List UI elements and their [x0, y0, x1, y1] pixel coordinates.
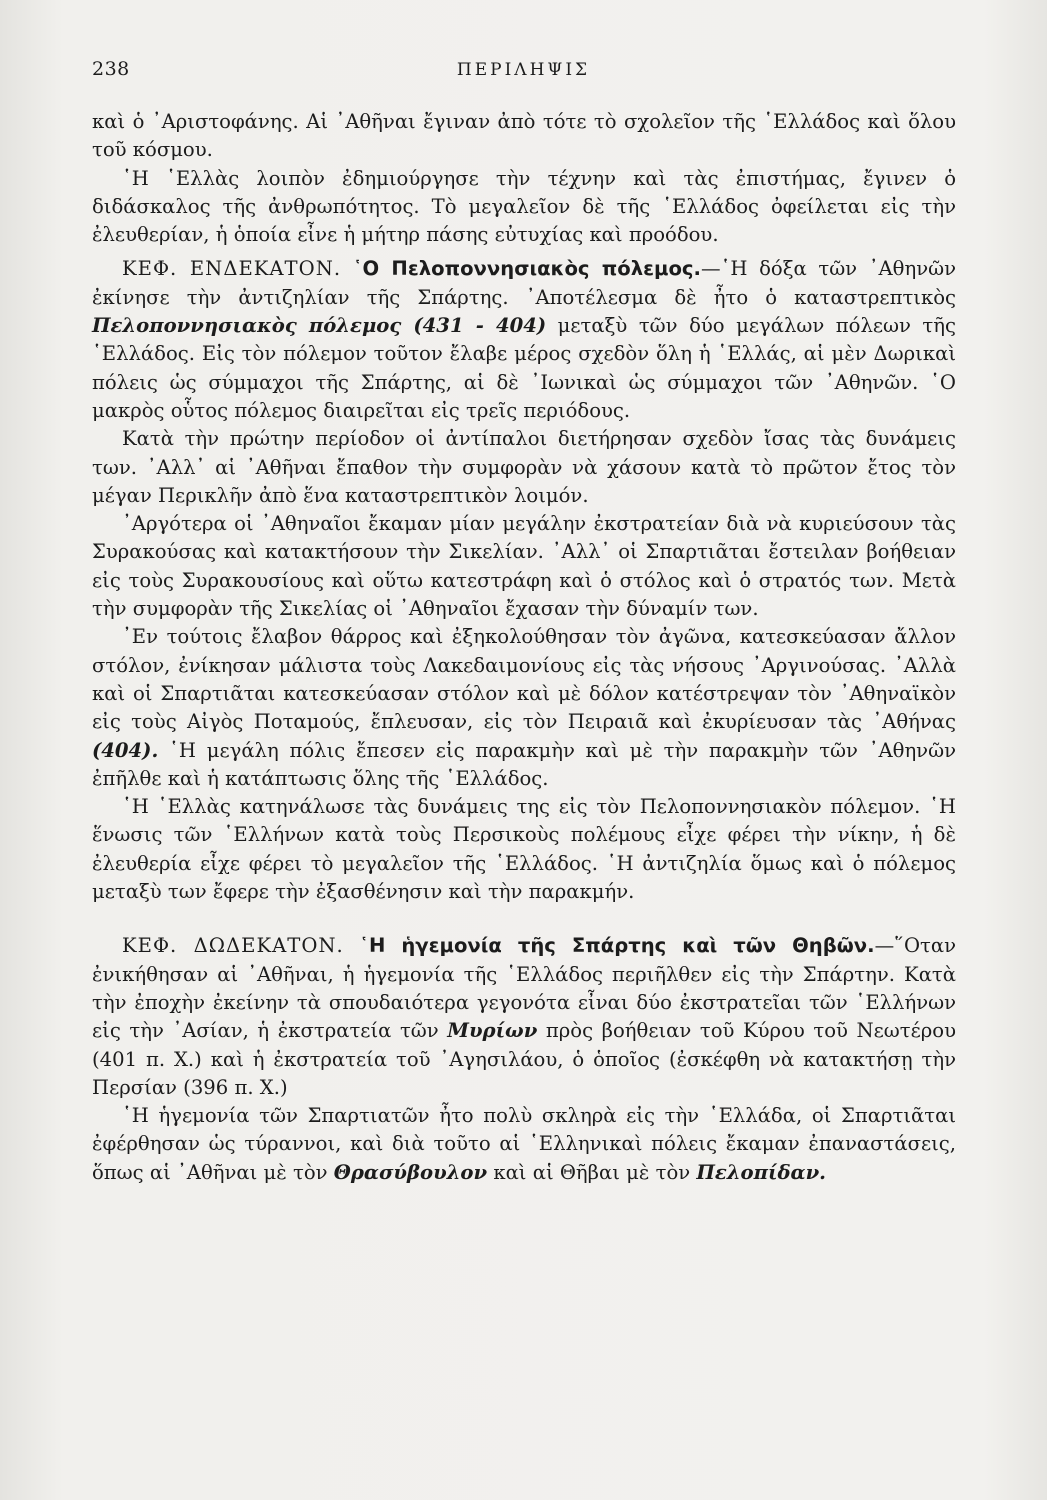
running-title: ΠΕΡΙΛΗΨΙΣ: [456, 60, 591, 80]
paragraph: Κατὰ τὴν πρώτην περίοδον οἱ ἀντίπαλοι διετήρησαν σχεδὸν ἴσας τὰς δυνάμεις των. ᾿Αλλ᾿ αἱ ᾿Αθῆναι ἔπαθον τὴν συμφορὰν νὰ χάσουν κατὰ τὸ πρῶτον ἔτος τὸν μέγαν Περικλῆν ἀπὸ ἕνα καταστρεπτικὸν λοιμόν.: [92, 427, 956, 507]
paragraph-text: ῾Η μεγάλη πόλις ἔπεσεν εἰς παρακμὴν καὶ μὲ τὴν παρακμὴν τῶν ᾿Αθηνῶν ἐπῆλθε καὶ ἡ κατάπτωσις ὅλης τῆς ῾Ελλάδος.: [92, 738, 956, 790]
page-number: 238: [92, 58, 130, 80]
chapter-title: ῾Η ἡγεμονία τῆς Σπάρτης καὶ τῶν Θηβῶν.: [359, 934, 875, 958]
chapter-label: ΚΕΦ. ΔΩΔΕΚΑΤΟΝ.: [122, 934, 344, 958]
paragraph-text: —῞Οταν ἐνικήθησαν αἱ ᾿Αθῆναι, ἡ ἡγεμονία τῆς ῾Ελλάδος περιῆλθεν εἰς τὴν Σπάρτην. Κατὰ τὴν ἐποχὴν ἐκείνην τὰ σπουδαιότερα γεγονότα εἶναι δύο ἐκστρατεῖαι τῶν ῾Ελλήνων εἰς τὴν ᾿Ασίαν, ἡ ἐκστρατεία τῶν: [92, 934, 956, 1043]
paragraph: [92, 623, 956, 793]
paragraph: [92, 1102, 956, 1187]
emphasized-term: Θρασύβουλον: [333, 1160, 488, 1184]
chapter-title: ῾Ο Πελοποννησιακὸς πόλεμος.: [352, 257, 701, 281]
paragraph-text: πρὸς βοήθειαν τοῦ Κύρου τοῦ Νεωτέρου (401 π. Χ.) καὶ ἡ ἐκστρατεία τοῦ ᾿Αγησιλάου, ὁ ὁποῖος (ἐσκέφθη νὰ κατακτήσῃ τὴν Περσίαν (396 π. Χ.): [92, 1019, 956, 1099]
paragraph-text: μεταξὺ τῶν δύο μεγάλων πόλεων τῆς ῾Ελλάδος. Εἰς τὸν πόλεμον τοῦτον ἔλαβε μέρος σχεδὸν ὅλη ἡ ῾Ελλάς, αἱ μὲν Δωρικαὶ πόλεις ὡς σύμμαχοι τῆς Σπάρτης, αἱ δὲ ᾿Ιωνικαὶ ὡς σύμμαχοι τῶν ᾿Αθηνῶν. ῾Ο μακρὸς οὗτος πόλεμος διαιρεῖται εἰς τρεῖς περιόδους.: [92, 314, 956, 422]
paragraph: καὶ ὁ ᾿Αριστοφάνης. Αἱ ᾿Αθῆναι ἔγιναν ἀπὸ τότε τὸ σχολεῖον τῆς ῾Ελλάδος καὶ ὅλου τοῦ κόσμου.: [92, 110, 956, 162]
emphasized-term: Πελοπίδαν.: [696, 1160, 827, 1184]
chapter-eleven-paragraph: [92, 255, 956, 425]
paragraph: ῾Η ῾Ελλὰς λοιπὸν ἐδημιούργησε τὴν τέχνην καὶ τὰς ἐπιστήμας, ἔγινεν ὁ διδάσκαλος τῆς ἀνθρωπότητος. Τὸ μεγαλεῖον δὲ τῆς ῾Ελλάδος ὀφείλεται εἰς τὴν ἐλευθερίαν, ἡ ὁποία εἶνε ἡ μήτηρ πάσης εὐτυχίας καὶ προόδου.: [92, 166, 956, 247]
emphasized-term: Μυρίων: [447, 1019, 538, 1043]
paragraph-text: ᾿Εν τούτοις ἔλαβον θάρρος καὶ ἐξηκολούθησαν τὸν ἀγῶνα, κατεσκεύασαν ἄλλον στόλον, ἐνίκησαν μάλιστα τοὺς Λακεδαιμονίους εἰς τὰς νήσους ᾿Αργινούσας. ᾿Αλλὰ καὶ οἱ Σπαρτιᾶται κατεσκεύασαν στόλον καὶ μὲ δόλον κατέστρεψαν τὸν ᾿Αθηναϊκὸν εἰς τοὺς Αἰγὸς Ποταμούς, ἔπλευσαν, εἰς τὸν Πειραιᾶ καὶ ἐκυρίευσαν τὰς ᾿Αθήνας: [92, 625, 956, 734]
emphasized-term: (404).: [92, 738, 159, 762]
paragraph-text: —῾Η δόξα τῶν ᾿Αθηνῶν ἐκίνησε τὴν ἀντιζηλίαν τῆς Σπάρτης. ᾿Αποτέλεσμα δὲ ἦτο ὁ καταστρεπτικὸς: [92, 257, 957, 309]
paragraph: ῾Η ῾Ελλὰς κατηνάλωσε τὰς δυνάμεις της εἰς τὸν Πελοποννησιακὸν πόλεμον. ῾Η ἕνωσις τῶν ῾Ελλήνων κατὰ τοὺς Περσικοὺς πολέμους εἶχε φέρει τὴν νίκην, ἡ δὲ ἐλευθερία εἶχε φέρει τὸ μεγαλεῖον τῆς ῾Ελλάδος. ῾Η ἀντιζηλία ὅμως καὶ ὁ πόλεμος μεταξὺ των ἔφερε τὴν ἐξασθένησιν καὶ τὴν παρακμήν.: [92, 795, 956, 904]
paragraph-text: ῾Η ἡγεμονία τῶν Σπαρτιατῶν ἦτο πολὺ σκληρὰ εἰς τὴν ῾Ελλάδα, οἱ Σπαρτιᾶται ἐφέρθησαν ὡς τύραννοι, καὶ διὰ τοῦτο αἱ ῾Ελληνικαὶ πόλεις ἔκαμαν ἐπαναστάσεις, ὅπως αἱ ᾿Αθῆναι μὲ τὸν: [92, 1104, 956, 1184]
paragraph-text: καὶ αἱ Θῆβαι μὲ τὸν: [487, 1160, 697, 1184]
chapter-twelve-paragraph: [92, 932, 956, 1102]
emphasized-term: Πελοποννησιακὸς πόλεμος (431 - 404): [92, 314, 547, 338]
chapter-label: ΚΕΦ. ΕΝΔΕΚΑΤΟΝ.: [122, 257, 342, 281]
body-text: [92, 108, 956, 1187]
page-header: [92, 58, 955, 88]
paragraph: ᾿Αργότερα οἱ ᾿Αθηναῖοι ἔκαμαν μίαν μεγάλην ἐκστρατείαν διὰ νὰ κυριεύσουν τὰς Συρακούσας καὶ κατακτήσουν τὴν Σικελίαν. ᾿Αλλ᾿ οἱ Σπαρτιᾶται ἔστειλαν βοήθειαν εἰς τοὺς Συρακουσίους καὶ οὕτω κατεστράφη καὶ ὁ στόλος καὶ ὁ στρατός των. Μετὰ τὴν συμφορὰν τῆς Σικελίας οἱ ᾿Αθηναῖοι ἔχασαν τὴν δύναμίν των.: [92, 512, 956, 621]
